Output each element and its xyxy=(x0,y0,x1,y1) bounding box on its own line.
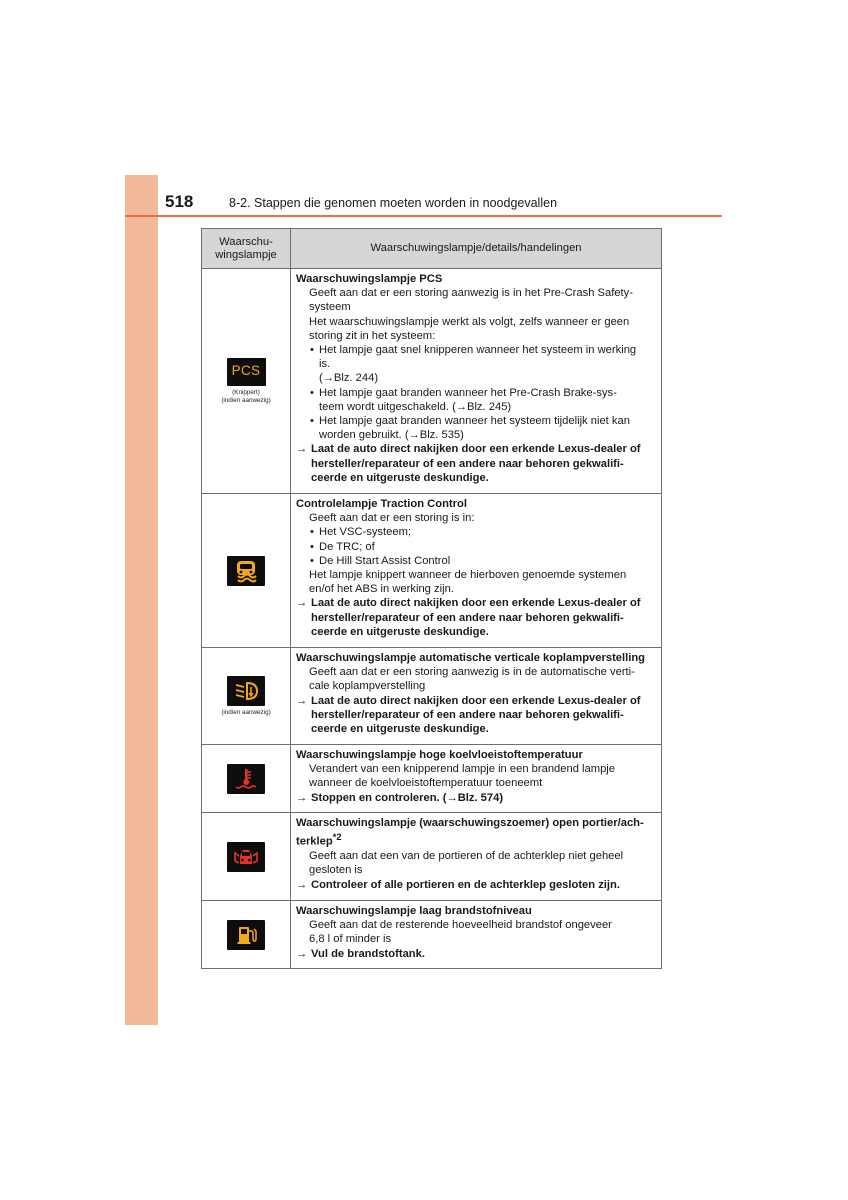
lamp-cell xyxy=(202,901,291,969)
page-number: 518 xyxy=(165,192,194,211)
table-row xyxy=(202,648,662,745)
arrow-icon: → xyxy=(296,791,308,804)
arrow-icon: → xyxy=(296,878,308,891)
pcs-icon: PCS xyxy=(227,358,266,386)
arrow-icon: → xyxy=(296,443,308,456)
side-tab-band xyxy=(125,175,158,1025)
table-row xyxy=(202,901,662,969)
list-item: • Het lampje gaat branden wanneer het systeem tijdelijk niet kan xyxy=(310,415,630,428)
lamp-title: Waarschuwingslampje PCS xyxy=(296,273,443,285)
lamp-title: Waarschuwingslampje (waarschuwingszoemer) open portier/ach- xyxy=(296,817,644,829)
lamp-title: Controlelampje Traction Control xyxy=(296,498,467,510)
blink-note: (Knippert) xyxy=(232,389,260,396)
table-row xyxy=(202,494,662,648)
optional-note: (indien aanwezig) xyxy=(221,396,271,404)
open-door-icon xyxy=(227,842,265,872)
list-item: • Het lampje gaat branden wanneer het Pre-Crash Brake-sys- xyxy=(310,386,617,399)
section-title: 8-2. Stappen die genomen moeten worden in noodgevallen xyxy=(229,196,558,210)
action-instruction: → Controleer of alle portieren en de achterklep gesloten zijn. xyxy=(296,878,620,891)
lamp-title: Waarschuwingslampje laag brandstofniveau xyxy=(296,905,532,917)
lamp-cell xyxy=(202,269,291,494)
fuel-icon xyxy=(227,920,265,950)
action-instruction: → Laat de auto direct nakijken door een erkende Lexus-dealer of xyxy=(296,597,641,610)
lamp-title: Waarschuwingslampje automatische verticale koplampverstelling xyxy=(296,652,646,664)
details-cell: Waarschuwingslampje hoge koelvloeistoftemperatuur Verandert van een knipperend lampje in een brandend lampje wanneer de koelvloeistoftemperatuur toeneemt → Stoppen en controleren. (→Blz. 574) xyxy=(291,745,662,813)
list-item: • De TRC; of xyxy=(310,540,375,553)
details-cell: Waarschuwingslampje automatische verticale koplampverstelling Geeft aan dat er een storing aanwezig is in de automatische verti- cale koplampverstelling → Laat de auto direct nakijken door een erkende Lexus-dealer of hersteller/reparateur of een andere naar behoren gekwalifi- ceerde en uitgeruste deskundige. xyxy=(291,648,662,745)
headlight-leveling-icon xyxy=(227,676,265,706)
arrow-icon: → xyxy=(296,597,308,610)
arrow-icon: → xyxy=(296,947,308,960)
action-instruction: → Stoppen en controleren. (→Blz. 574) xyxy=(296,791,504,804)
optional-note: (indien aanwezig) xyxy=(221,708,271,716)
action-instruction: → Vul de brandstoftank. xyxy=(296,947,425,960)
lamp-cell xyxy=(202,745,291,813)
warning-lamp-table xyxy=(201,228,662,969)
traction-control-icon xyxy=(227,556,265,586)
details-cell: Waarschuwingslampje PCS Geeft aan dat er een storing aanwezig is in het Pre-Crash Safety- systeem Het waarschuwingslampje werkt als volgt, zelfs wanneer er geen storing zit in het systeem: • Het lampje gaat snel knipperen wanneer het systeem in werking is. (→Blz. 244) • Het lampje gaat branden wanneer het Pre-Crash Brake-sys- teem wordt uitgeschakeld. (→Blz. 245) • Het lampje gaat branden wanneer het systeem tijdelijk niet kan worden gebruikt. (→Blz. 535) → Laat de auto direct nakijken door een erkende Lexus-dealer of hersteller/reparateur of een andere naar behoren gekwalifi- ceerde en uitgeruste deskundige. xyxy=(291,269,662,494)
lamp-title: Waarschuwingslampje hoge koelvloeistoftemperatuur xyxy=(296,749,583,761)
coolant-temperature-icon xyxy=(227,764,265,794)
column-header-lamp: Waarschu- wingslampje xyxy=(202,229,291,269)
column-header-details: Waarschuwingslampje/details/handelingen xyxy=(291,229,662,269)
list-item: • De Hill Start Assist Control xyxy=(310,554,451,567)
lamp-cell xyxy=(202,648,291,745)
lamp-cell xyxy=(202,813,291,901)
lamp-cell xyxy=(202,494,291,648)
table-header-row xyxy=(202,229,662,269)
table-row xyxy=(202,269,662,494)
details-cell: Waarschuwingslampje laag brandstofniveau Geeft aan dat de resterende hoeveelheid brandstof ongeveer 6,8 l of minder is → Vul de brandstoftank. xyxy=(291,901,662,969)
action-instruction: → Laat de auto direct nakijken door een erkende Lexus-dealer of xyxy=(296,694,641,707)
header-rule xyxy=(125,215,722,217)
table-row xyxy=(202,813,662,901)
action-instruction: → Laat de auto direct nakijken door een erkende Lexus-dealer of xyxy=(296,443,641,456)
table-row xyxy=(202,745,662,813)
list-item: • Het VSC-systeem; xyxy=(310,526,412,539)
list-item: • Het lampje gaat snel knipperen wanneer het systeem in werking xyxy=(310,344,637,357)
details-cell: Controlelampje Traction Control Geeft aan dat er een storing is in: • Het VSC-systeem; • De TRC; of • De Hill Start Assist Control Het lampje knippert wanneer de hierboven genoemde systemen en/of het ABS in werking zijn. → Laat de auto direct nakijken door een erkende Lexus-dealer of hersteller/reparateur of een andere naar behoren gekwalifi- ceerde en uitgeruste deskundige. xyxy=(291,494,662,648)
arrow-icon: → xyxy=(296,694,308,707)
details-cell: Waarschuwingslampje (waarschuwingszoemer) open portier/ach- terklep$^{*2}$ Geeft aan dat een van de portieren of de achterklep niet geheel gesloten is → Controleer of alle portieren en de achterklep gesloten zijn. xyxy=(291,813,662,901)
